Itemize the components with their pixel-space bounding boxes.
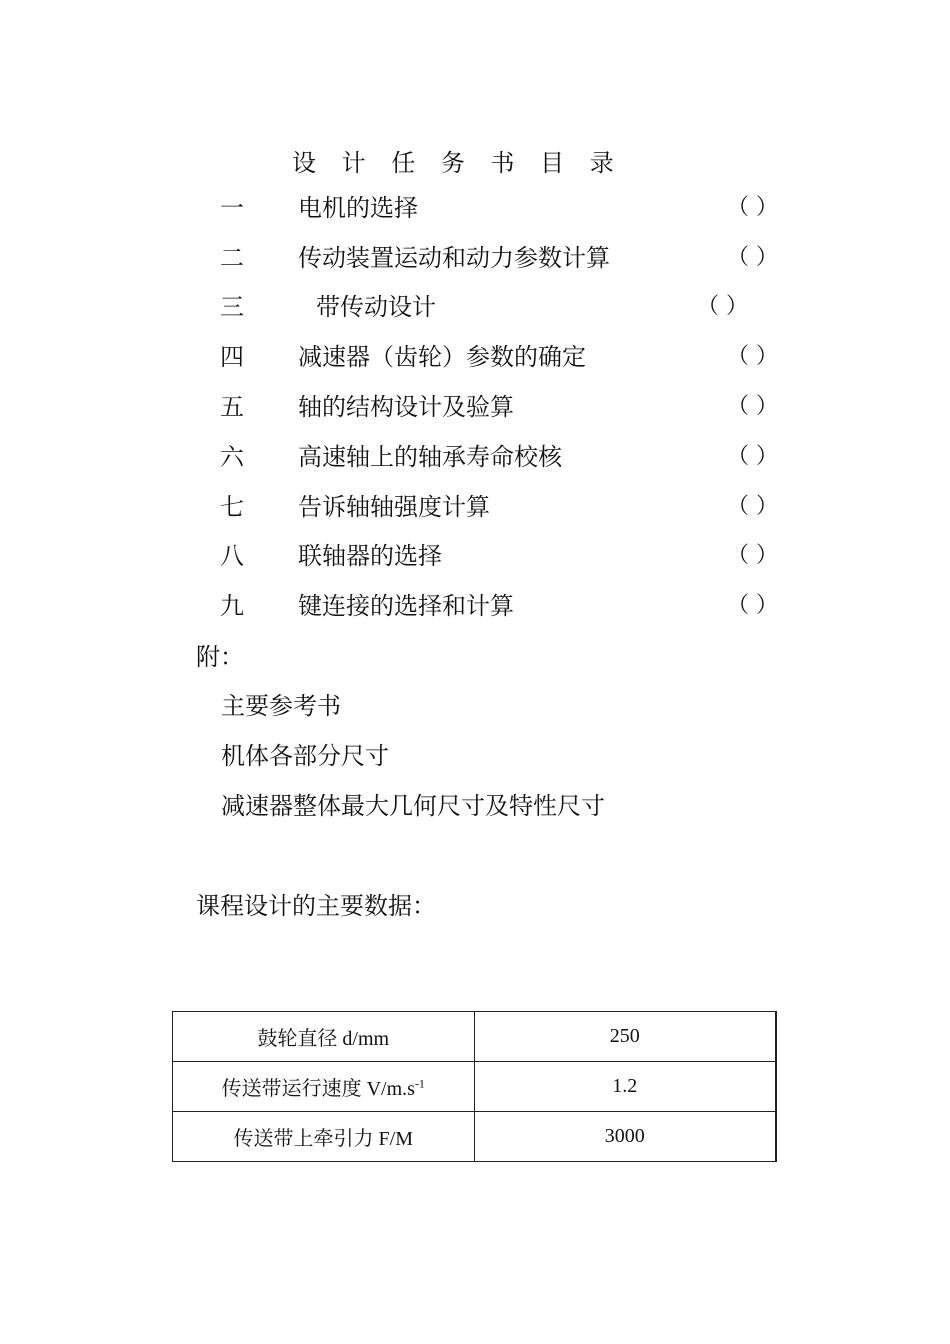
toc-page-number: （ ） xyxy=(727,543,778,568)
toc-label: 带传动设计 xyxy=(316,293,436,321)
table-row xyxy=(173,1012,777,1062)
toc-page-number: （ ） xyxy=(697,294,748,319)
parameter-value: 3000 xyxy=(474,1112,776,1162)
toc-number: 八 xyxy=(220,542,244,570)
toc-page-number: （ ） xyxy=(727,245,778,270)
main-data-heading: 课程设计的主要数据： xyxy=(196,892,436,920)
toc-row xyxy=(0,192,950,224)
toc-page-number: （ ） xyxy=(727,494,778,519)
toc-label: 高速轴上的轴承寿命校核 xyxy=(298,443,562,471)
toc-page-number: （ ） xyxy=(727,444,778,469)
toc-number: 六 xyxy=(220,443,244,471)
toc-number: 二 xyxy=(220,244,244,272)
parameter-name: 鼓轮直径 d/mm xyxy=(173,1012,475,1062)
toc-number: 三 xyxy=(220,293,244,321)
toc-row xyxy=(0,291,950,323)
appendix-heading: 附： xyxy=(196,643,244,671)
toc-label: 告诉轴轴强度计算 xyxy=(298,493,490,521)
toc-label: 传动装置运动和动力参数计算 xyxy=(298,244,610,272)
parameter-name: 传送带运行速度 V/m.s xyxy=(221,1078,415,1100)
table-row xyxy=(173,1112,777,1162)
toc-page-number: （ ） xyxy=(727,195,778,220)
parameter-name-cell xyxy=(173,1062,475,1112)
parameter-name: 传送带上牵引力 F/M xyxy=(173,1112,475,1162)
toc-page-number: （ ） xyxy=(727,394,778,419)
toc-page-number: （ ） xyxy=(727,593,778,618)
toc-page-number: （ ） xyxy=(727,344,778,369)
toc-row xyxy=(0,441,950,473)
toc-row xyxy=(0,491,950,523)
unit-exponent: -1 xyxy=(414,1076,425,1091)
toc-number: 五 xyxy=(220,393,244,421)
toc-row xyxy=(0,242,950,274)
parameter-value: 1.2 xyxy=(474,1062,776,1112)
table-row xyxy=(173,1062,777,1112)
toc-row xyxy=(0,590,950,622)
toc-label: 键连接的选择和计算 xyxy=(298,592,514,620)
toc-number: 七 xyxy=(220,493,244,521)
toc-label: 减速器（齿轮）参数的确定 xyxy=(298,343,586,371)
toc-number: 四 xyxy=(220,343,244,371)
toc-number: 九 xyxy=(220,592,244,620)
appendix-item: 主要参考书 xyxy=(221,692,341,720)
parameter-value: 250 xyxy=(474,1012,776,1062)
toc-row xyxy=(0,341,950,373)
toc-label: 轴的结构设计及验算 xyxy=(298,393,514,421)
appendix-item: 减速器整体最大几何尺寸及特性尺寸 xyxy=(221,792,605,820)
toc-number: 一 xyxy=(220,194,244,222)
toc-row xyxy=(0,540,950,572)
toc-label: 联轴器的选择 xyxy=(298,542,442,570)
toc-label: 电机的选择 xyxy=(298,194,418,222)
toc-title: 设 计 任 务 书 目 录 xyxy=(292,149,623,177)
appendix-item: 机体各部分尺寸 xyxy=(221,742,389,770)
design-parameters-table xyxy=(172,1011,777,1162)
toc-row xyxy=(0,391,950,423)
